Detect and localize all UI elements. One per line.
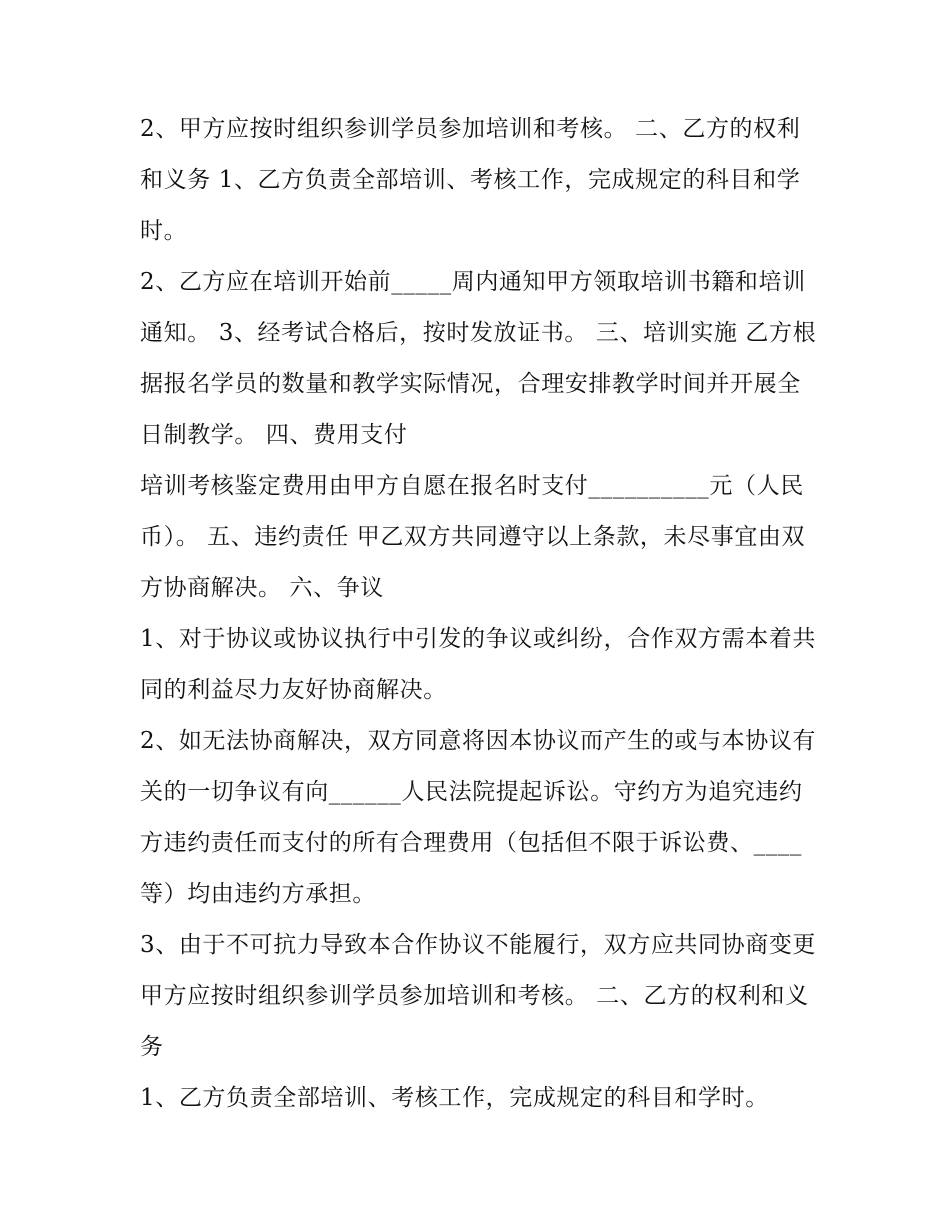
- paragraph-6: 3、由于不可抗力导致本合作协议不能履行，双方应共同协商变更甲方应按时组织参训学员参加培训和考核。 二、乙方的权利和义务: [140, 932, 817, 1060]
- paragraph-4: 1、对于协议或协议执行中引发的争议或纠纷，合作双方需本着共同的利益尽力友好协商解决。: [140, 626, 817, 703]
- document-body: [140, 104, 820, 1124]
- paragraph-3: 培训考核鉴定费用由甲方自愿在报名时支付__________元（人民币）。 五、违约责任 甲乙双方共同遵守以上条款，未尽事宜由双方协商解决。 六、争议: [140, 473, 806, 601]
- paragraph-7: 1、乙方负责全部培训、考核工作，完成规定的科目和学时。: [140, 1085, 769, 1111]
- paragraph-1: 2、甲方应按时组织参训学员参加培训和考核。 二、乙方的权利和义务 1、乙方负责全部培训、考核工作，完成规定的科目和学时。: [140, 116, 801, 244]
- paragraph-2: 2、乙方应在培训开始前_____周内通知甲方领取培训书籍和培训通知。 3、经考试合格后，按时发放证书。 三、培训实施 乙方根据报名学员的数量和教学实际情况，合理安排教学时间并开展全日制教学。 四、费用支付: [140, 269, 817, 448]
- paragraph-5: 2、如无法协商解决，双方同意将因本协议而产生的或与本协议有关的一切争议有向______人民法院提起诉讼。守约方为追究违约方违约责任而支付的所有合理费用（包括但不限于诉讼费、____等）均由违约方承担。: [140, 728, 817, 907]
